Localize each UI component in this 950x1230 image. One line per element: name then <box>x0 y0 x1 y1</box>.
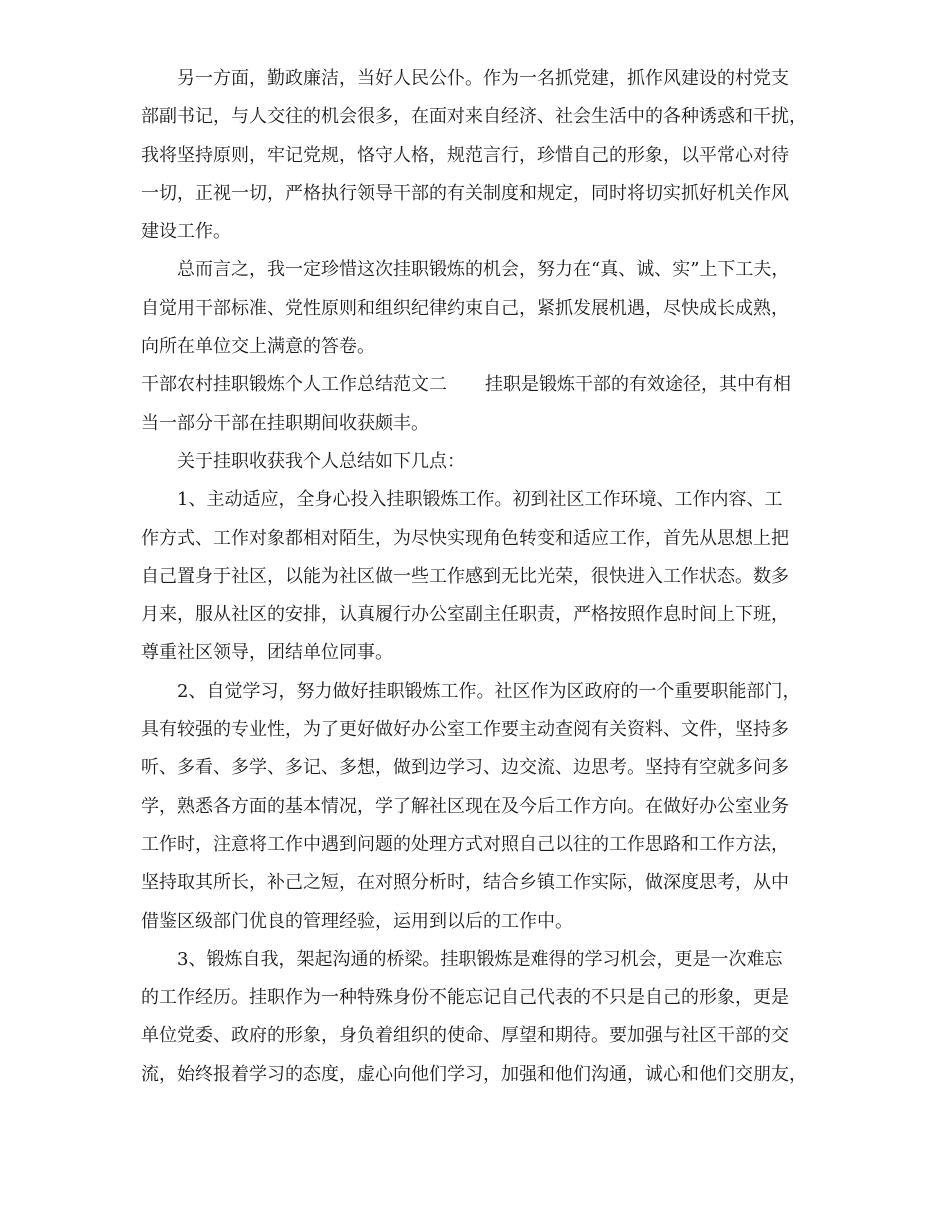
paragraph-line: 当一部分干部在挂职期间收获颇丰。 <box>141 412 429 434</box>
paragraph-line: 具有较强的专业性，为了更好做好办公室工作要主动查阅有关资料、文件，坚持多 <box>141 719 789 741</box>
paragraph-line: 作方式、工作对象都相对陌生，为尽快实现角色转变和适应工作，首先从思想上把 <box>141 527 789 549</box>
paragraph-line: 向所在单位交上满意的答卷。 <box>141 336 375 358</box>
paragraph-line: 2、自觉学习，努力做好挂职锻炼工作。社区作为区政府的一个重要职能部门， <box>177 680 801 702</box>
section-title: 干部农村挂职锻炼个人工作总结范文二 <box>141 374 447 396</box>
paragraph-line: 尊重社区领导，团结单位同事。 <box>141 642 393 664</box>
paragraph-line: 3、锻炼自我，架起沟通的桥梁。挂职锻炼是难得的学习机会，更是一次难忘 <box>177 948 783 970</box>
section-intro: 挂职是锻炼干部的有效途径，其中有相 <box>485 374 791 396</box>
paragraph-line: 自己置身于社区，以能为社区做一些工作感到无比光荣，很快进入工作状态。数多 <box>141 565 789 587</box>
paragraph-line: 流，始终报着学习的态度，虚心向他们学习，加强和他们沟通，诚心和他们交朋友， <box>141 1063 807 1085</box>
paragraph-line: 部副书记，与人交往的机会很多，在面对来自经济、社会生活中的各种诱惑和干扰， <box>141 106 807 128</box>
section-heading-line <box>141 366 831 404</box>
paragraph-line: 听、多看、多学、多记、多想，做到边学习、边交流、边思考。坚持有空就多问多 <box>141 757 789 779</box>
paragraph-line: 单位党委、政府的形象，身负着组织的使命、厚望和期待。要加强与社区干部的交 <box>141 1025 789 1047</box>
paragraph-line: 关于挂职收获我个人总结如下几点： <box>177 450 465 472</box>
paragraph-line: 月来，服从社区的安排，认真履行办公室副主任职责，严格按照作息时间上下班， <box>141 604 789 626</box>
paragraph-line: 我将坚持原则，牢记党规，恪守人格，规范言行，珍惜自己的形象，以平常心对待 <box>141 144 789 166</box>
paragraph-line: 另一方面，勤政廉洁，当好人民公仆。作为一名抓党建，抓作风建设的村党支 <box>177 68 789 89</box>
paragraph-line: 借鉴区级部门优良的管理经验，运用到以后的工作中。 <box>141 910 573 932</box>
paragraph-line: 总而言之，我一定珍惜这次挂职锻炼的机会，努力在“真、诚、实”上下工夫， <box>177 259 790 281</box>
paragraph-line: 坚持取其所长，补己之短，在对照分析时，结合乡镇工作实际，做深度思考，从中 <box>141 872 789 894</box>
paragraph-line: 一切，正视一切，严格执行领导干部的有关制度和规定，同时将切实抓好机关作风 <box>141 182 789 204</box>
document-body <box>141 60 831 1094</box>
paragraph-line: 工作时，注意将工作中遇到问题的处理方式对照自己以往的工作思路和工作方法， <box>141 833 789 855</box>
paragraph-line: 学，熟悉各方面的基本情况，学了解社区现在及今后工作方向。在做好办公室业务 <box>141 795 789 817</box>
paragraph-line: 的工作经历。挂职作为一种特殊身份不能忘记自己代表的不只是自己的形象，更是 <box>141 987 789 1009</box>
paragraph-line: 自觉用干部标准、党性原则和组织纪律约束自己，紧抓发展机遇，尽快成长成熟， <box>141 297 789 319</box>
paragraph-line: 建设工作。 <box>141 221 231 243</box>
paragraph-line: 1、主动适应，全身心投入挂职锻炼工作。初到社区工作环境、工作内容、工 <box>177 489 783 511</box>
